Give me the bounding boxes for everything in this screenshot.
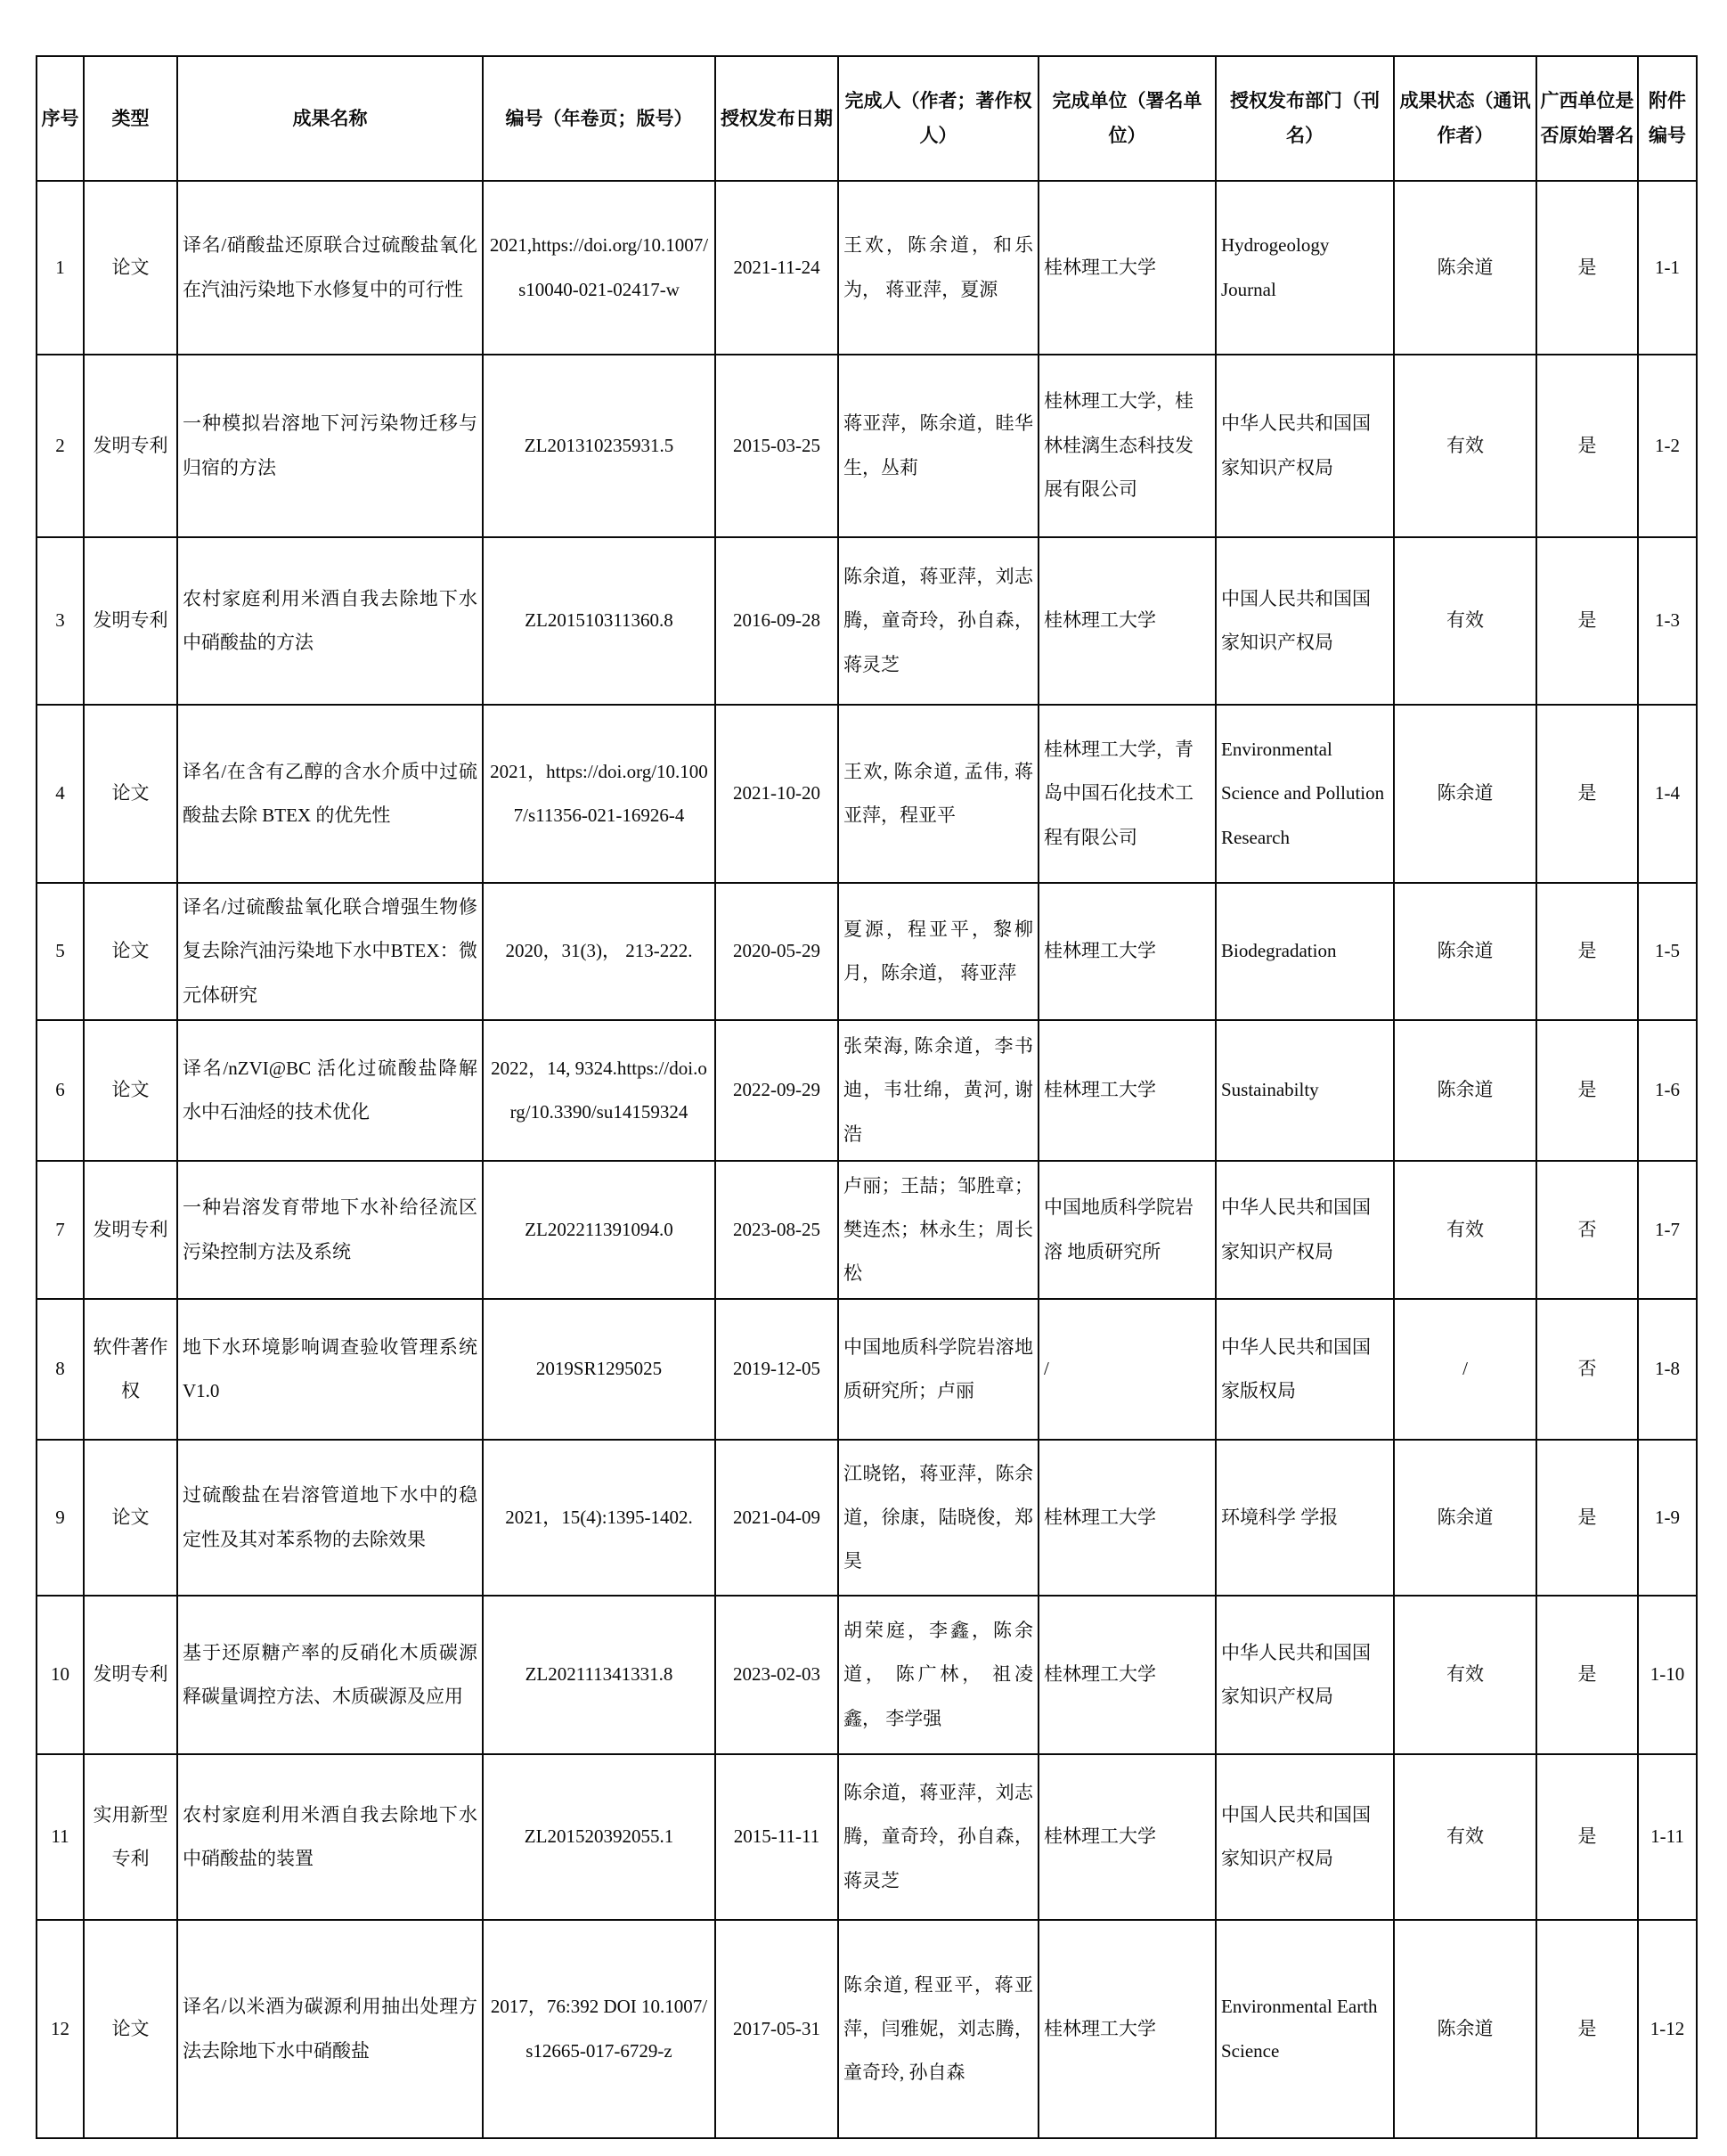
- cell-type: 软件著作权: [84, 1299, 177, 1440]
- cell-department: 中华人民共和国国家知识产权局: [1216, 355, 1394, 537]
- cell-attachment: 1-4: [1638, 705, 1697, 883]
- cell-name: 过硫酸盐在岩溶管道地下水中的稳定性及其对苯系物的去除效果: [177, 1440, 483, 1596]
- cell-status: 陈余道: [1394, 1920, 1536, 2138]
- column-header-authors: 完成人（作者；著作权人）: [838, 56, 1039, 181]
- cell-no: 8: [37, 1299, 84, 1440]
- cell-no: 9: [37, 1440, 84, 1596]
- cell-type: 实用新型专利: [84, 1754, 177, 1920]
- cell-no: 3: [37, 537, 84, 705]
- cell-guangxi: 是: [1536, 1020, 1638, 1161]
- cell-no: 11: [37, 1754, 84, 1920]
- cell-authors: 胡荣庭，李鑫，陈余道， 陈广林， 祖凌鑫， 李学强: [838, 1596, 1039, 1754]
- cell-no: 1: [37, 181, 84, 355]
- cell-number: 2021，15(4):1395-1402.: [483, 1440, 715, 1596]
- cell-name: 基于还原糖产率的反硝化木质碳源释碳量调控方法、木质碳源及应用: [177, 1596, 483, 1754]
- cell-number: 2022，14, 9324.https://doi.org/10.3390/su14159324: [483, 1020, 715, 1161]
- cell-type: 论文: [84, 1440, 177, 1596]
- cell-date: 2017-05-31: [715, 1920, 838, 2138]
- cell-status: 有效: [1394, 355, 1536, 537]
- cell-attachment: 1-11: [1638, 1754, 1697, 1920]
- cell-guangxi: 是: [1536, 1754, 1638, 1920]
- cell-date: 2022-09-29: [715, 1020, 838, 1161]
- column-header-no: 序号: [37, 56, 84, 181]
- column-header-type: 类型: [84, 56, 177, 181]
- cell-name: 译名/在含有乙醇的含水介质中过硫酸盐去除 BTEX 的优先性: [177, 705, 483, 883]
- header-row: [37, 56, 1697, 181]
- cell-authors: 张荣海, 陈余道，李书迪，韦壮绵，黄河, 谢浩: [838, 1020, 1039, 1161]
- cell-units: 桂林理工大学: [1039, 181, 1216, 355]
- column-header-units: 完成单位（署名单位）: [1039, 56, 1216, 181]
- cell-type: 论文: [84, 181, 177, 355]
- cell-department: 中国人民共和国国家知识产权局: [1216, 537, 1394, 705]
- cell-type: 论文: [84, 1020, 177, 1161]
- cell-name: 一种岩溶发育带地下水补给径流区污染控制方法及系统: [177, 1161, 483, 1299]
- table-row: [37, 1920, 1697, 2138]
- cell-status: 陈余道: [1394, 883, 1536, 1020]
- table-row: [37, 537, 1697, 705]
- cell-status: 有效: [1394, 537, 1536, 705]
- cell-status: 陈余道: [1394, 1020, 1536, 1161]
- cell-number: ZL201510311360.8: [483, 537, 715, 705]
- column-header-attachment: 附件编号: [1638, 56, 1697, 181]
- cell-number: ZL202111341331.8: [483, 1596, 715, 1754]
- table-row: [37, 1596, 1697, 1754]
- table-row: [37, 883, 1697, 1020]
- cell-number: 2017，76:392 DOI 10.1007/s12665-017-6729-z: [483, 1920, 715, 2138]
- cell-number: 2021,https://doi.org/10.1007/s10040-021-02417-w: [483, 181, 715, 355]
- cell-units: 桂林理工大学: [1039, 1754, 1216, 1920]
- cell-date: 2021-04-09: [715, 1440, 838, 1596]
- cell-no: 5: [37, 883, 84, 1020]
- cell-department: 中华人民共和国国家知识产权局: [1216, 1161, 1394, 1299]
- cell-name: 译名/硝酸盐还原联合过硫酸盐氧化在汽油污染地下水修复中的可行性: [177, 181, 483, 355]
- cell-name: 地下水环境影响调查验收管理系统 V1.0: [177, 1299, 483, 1440]
- cell-status: 陈余道: [1394, 181, 1536, 355]
- cell-guangxi: 是: [1536, 1440, 1638, 1596]
- cell-authors: 蒋亚萍，陈余道，眭华生，丛莉: [838, 355, 1039, 537]
- cell-attachment: 1-3: [1638, 537, 1697, 705]
- cell-department: Hydrogeology Journal: [1216, 181, 1394, 355]
- column-header-status: 成果状态（通讯作者）: [1394, 56, 1536, 181]
- cell-no: 4: [37, 705, 84, 883]
- cell-no: 7: [37, 1161, 84, 1299]
- results-table: [36, 55, 1698, 2139]
- cell-department: 中华人民共和国国家知识产权局: [1216, 1596, 1394, 1754]
- cell-guangxi: 是: [1536, 537, 1638, 705]
- cell-name: 农村家庭利用米酒自我去除地下水中硝酸盐的方法: [177, 537, 483, 705]
- cell-department: 中国人民共和国国家知识产权局: [1216, 1754, 1394, 1920]
- cell-no: 12: [37, 1920, 84, 2138]
- cell-attachment: 1-7: [1638, 1161, 1697, 1299]
- cell-number: 2020，31(3)， 213-222.: [483, 883, 715, 1020]
- cell-type: 发明专利: [84, 537, 177, 705]
- cell-status: /: [1394, 1299, 1536, 1440]
- cell-name: 农村家庭利用米酒自我去除地下水中硝酸盐的装置: [177, 1754, 483, 1920]
- cell-attachment: 1-2: [1638, 355, 1697, 537]
- table-header: [37, 56, 1697, 181]
- cell-attachment: 1-8: [1638, 1299, 1697, 1440]
- cell-status: 有效: [1394, 1596, 1536, 1754]
- cell-guangxi: 是: [1536, 883, 1638, 1020]
- cell-authors: 中国地质科学院岩溶地质研究所；卢丽: [838, 1299, 1039, 1440]
- cell-units: 桂林理工大学，桂林桂漓生态科技发展有限公司: [1039, 355, 1216, 537]
- cell-attachment: 1-5: [1638, 883, 1697, 1020]
- cell-department: Sustainabilty: [1216, 1020, 1394, 1161]
- cell-guangxi: 否: [1536, 1161, 1638, 1299]
- cell-units: 桂林理工大学，青岛中国石化技术工程有限公司: [1039, 705, 1216, 883]
- cell-date: 2016-09-28: [715, 537, 838, 705]
- cell-number: ZL201310235931.5: [483, 355, 715, 537]
- cell-authors: 陈余道，蒋亚萍，刘志腾，童奇玲，孙自森，蒋灵芝: [838, 537, 1039, 705]
- cell-type: 发明专利: [84, 355, 177, 537]
- cell-number: 2021，https://doi.org/10.1007/s11356-021-16926-4: [483, 705, 715, 883]
- cell-name: 译名/过硫酸盐氧化联合增强生物修复去除汽油污染地下水中BTEX：微元体研究: [177, 883, 483, 1020]
- cell-status: 陈余道: [1394, 705, 1536, 883]
- cell-authors: 卢丽；王喆；邹胜章；樊连杰；林永生；周长松: [838, 1161, 1039, 1299]
- table-row: [37, 1754, 1697, 1920]
- cell-no: 10: [37, 1596, 84, 1754]
- cell-date: 2015-11-11: [715, 1754, 838, 1920]
- cell-units: 桂林理工大学: [1039, 1020, 1216, 1161]
- cell-number: ZL201520392055.1: [483, 1754, 715, 1920]
- cell-date: 2015-03-25: [715, 355, 838, 537]
- table-row: [37, 1020, 1697, 1161]
- cell-guangxi: 是: [1536, 705, 1638, 883]
- cell-guangxi: 是: [1536, 1920, 1638, 2138]
- cell-status: 有效: [1394, 1161, 1536, 1299]
- cell-type: 发明专利: [84, 1161, 177, 1299]
- table-row: [37, 181, 1697, 355]
- cell-authors: 江晓铭，蒋亚萍，陈余道，徐康，陆晓俊，郑昊: [838, 1440, 1039, 1596]
- cell-type: 发明专利: [84, 1596, 177, 1754]
- cell-status: 陈余道: [1394, 1440, 1536, 1596]
- cell-no: 6: [37, 1020, 84, 1161]
- cell-date: 2021-10-20: [715, 705, 838, 883]
- column-header-name: 成果名称: [177, 56, 483, 181]
- cell-date: 2023-08-25: [715, 1161, 838, 1299]
- cell-name: 译名/nZVI@BC 活化过硫酸盐降解水中石油烃的技术优化: [177, 1020, 483, 1161]
- cell-authors: 夏源，程亚平，黎柳月，陈余道， 蒋亚萍: [838, 883, 1039, 1020]
- table-row: [37, 1161, 1697, 1299]
- cell-type: 论文: [84, 883, 177, 1020]
- cell-guangxi: 否: [1536, 1299, 1638, 1440]
- cell-number: ZL202211391094.0: [483, 1161, 715, 1299]
- cell-date: 2019-12-05: [715, 1299, 838, 1440]
- column-header-number: 编号（年卷页；版号）: [483, 56, 715, 181]
- cell-department: 中华人民共和国国家版权局: [1216, 1299, 1394, 1440]
- table-row: [37, 705, 1697, 883]
- cell-date: 2021-11-24: [715, 181, 838, 355]
- cell-authors: 陈余道, 程亚平，蒋亚萍，闫雅妮，刘志腾，童奇玲, 孙自森: [838, 1920, 1039, 2138]
- column-header-department: 授权发布部门（刊名）: [1216, 56, 1394, 181]
- cell-no: 2: [37, 355, 84, 537]
- column-header-guangxi: 广西单位是否原始署名: [1536, 56, 1638, 181]
- cell-date: 2023-02-03: [715, 1596, 838, 1754]
- cell-units: 桂林理工大学: [1039, 1596, 1216, 1754]
- cell-authors: 陈余道，蒋亚萍，刘志腾，童奇玲，孙自森， 蒋灵芝: [838, 1754, 1039, 1920]
- cell-units: 桂林理工大学: [1039, 1920, 1216, 2138]
- cell-units: /: [1039, 1299, 1216, 1440]
- cell-units: 桂林理工大学: [1039, 883, 1216, 1020]
- cell-attachment: 1-12: [1638, 1920, 1697, 2138]
- cell-authors: 王欢，陈余道，和乐为， 蒋亚萍，夏源: [838, 181, 1039, 355]
- cell-attachment: 1-10: [1638, 1596, 1697, 1754]
- cell-name: 一种模拟岩溶地下河污染物迁移与归宿的方法: [177, 355, 483, 537]
- cell-attachment: 1-1: [1638, 181, 1697, 355]
- cell-number: 2019SR1295025: [483, 1299, 715, 1440]
- cell-guangxi: 是: [1536, 181, 1638, 355]
- cell-guangxi: 是: [1536, 355, 1638, 537]
- cell-units: 桂林理工大学: [1039, 1440, 1216, 1596]
- table-row: [37, 1299, 1697, 1440]
- cell-name: 译名/以米酒为碳源利用抽出处理方法去除地下水中硝酸盐: [177, 1920, 483, 2138]
- cell-department: Environmental Science and Pollution Research: [1216, 705, 1394, 883]
- cell-department: Biodegradation: [1216, 883, 1394, 1020]
- cell-department: 环境科学 学报: [1216, 1440, 1394, 1596]
- cell-authors: 王欢, 陈余道, 孟伟, 蒋亚萍，程亚平: [838, 705, 1039, 883]
- cell-attachment: 1-9: [1638, 1440, 1697, 1596]
- cell-attachment: 1-6: [1638, 1020, 1697, 1161]
- cell-units: 桂林理工大学: [1039, 537, 1216, 705]
- cell-department: Environmental Earth Science: [1216, 1920, 1394, 2138]
- column-header-date: 授权发布日期: [715, 56, 838, 181]
- cell-type: 论文: [84, 705, 177, 883]
- table-body: [37, 181, 1697, 2138]
- cell-guangxi: 是: [1536, 1596, 1638, 1754]
- table-row: [37, 1440, 1697, 1596]
- cell-units: 中国地质科学院岩溶 地质研究所: [1039, 1161, 1216, 1299]
- cell-status: 有效: [1394, 1754, 1536, 1920]
- cell-type: 论文: [84, 1920, 177, 2138]
- cell-date: 2020-05-29: [715, 883, 838, 1020]
- table-row: [37, 355, 1697, 537]
